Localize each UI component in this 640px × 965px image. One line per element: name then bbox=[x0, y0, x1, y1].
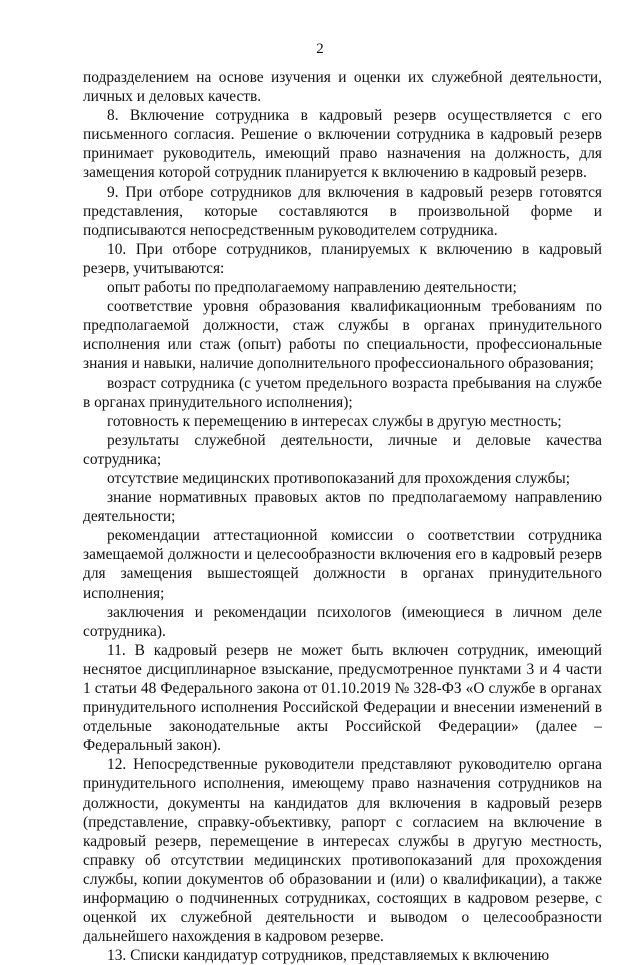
list-item: соответствие уровня образования квалификационным требованиям по предполагаемой должности, стаж службы в органах принудительного исполнения или стаж (опыт) работы по специальности, профессиональные знания и навыки, наличие дополнительного профессионального образования; bbox=[83, 298, 602, 373]
document-body bbox=[83, 68, 602, 965]
list-item: результаты служебной деятельности, личные и деловые качества сотрудника; bbox=[83, 431, 602, 468]
paragraph: подразделением на основе изучения и оценки их служебной деятельности, личных и деловых качеств. bbox=[83, 69, 602, 106]
paragraph: 13. Списки кандидатур сотрудников, представляемых к включению bbox=[107, 947, 550, 965]
list-item: отсутствие медицинских противопоказаний для прохождения службы; bbox=[107, 469, 571, 487]
list-item: знание нормативных правовых актов по предполагаемому направлению деятельности; bbox=[83, 489, 602, 526]
list-item: возраст сотрудника (с учетом предельного возраста пребывания на службе в органах принудительного исполнения); bbox=[83, 374, 602, 411]
list-item: рекомендации аттестационной комиссии о соответствии сотрудника замещаемой должности и целесообразности включения его в кадровый резерв для замещения вышестоящей должности в органах принудительного исполнения; bbox=[83, 527, 602, 602]
paragraph: 10. При отборе сотрудников, планируемых к включению в кадровый резерв, учитываются: bbox=[83, 240, 602, 277]
page-number: 2 bbox=[316, 41, 324, 57]
list-item: готовность к перемещению в интересах службы в другую местность; bbox=[107, 412, 562, 430]
list-item: опыт работы по предполагаемому направлению деятельности; bbox=[107, 279, 517, 297]
list-item: заключения и рекомендации психологов (имеющиеся в личном деле сотрудника). bbox=[83, 603, 602, 640]
paragraph: 11. В кадровый резерв не может быть включен сотрудник, имеющий неснятое дисциплинарное взыскание, предусмотренное пунктами 3 и 4 части 1 статьи 48 Федерального закона от 01.10.2019 № 328-ФЗ «О службе в органах принудительного исполнения Российской Федерации и внесении изменений в отдельные законодательные акты Российской Федерации» (далее – Федеральный закон). bbox=[83, 641, 602, 755]
paragraph: 12. Непосредственные руководители представляют руководителю органа принудительного исполнения, имеющему право назначения сотрудников на должности, документы на кандидатов для включения в кадровый резерв (представление, справку-объективку, рапорт с согласием на включение в кадровый резерв, перемещение в интересах службы в другую местность, справку об отсутствии медицинских противопоказаний для прохождения службы, копии документов об образовании и (или) о квалификации), а также информацию о подчиненных сотрудниках, состоящих в кадровом резерве, с оценкой их служебной деятельности и выводом о целесообразности дальнейшего нахождения в кадровом резерве. bbox=[83, 756, 602, 946]
paragraph: 8. Включение сотрудника в кадровый резерв осуществляется с его письменного согласия. Решение о включении сотрудника в кадровый резерв принимает руководитель, имеющий право назначения на должность, для замещения которой сотрудник планируется к включению в кадровый резерв. bbox=[83, 107, 602, 182]
paragraph: 9. При отборе сотрудников для включения в кадровый резерв готовятся представления, которые составляются в произвольной форме и подписываются непосредственным руководителем сотрудника. bbox=[83, 183, 602, 239]
